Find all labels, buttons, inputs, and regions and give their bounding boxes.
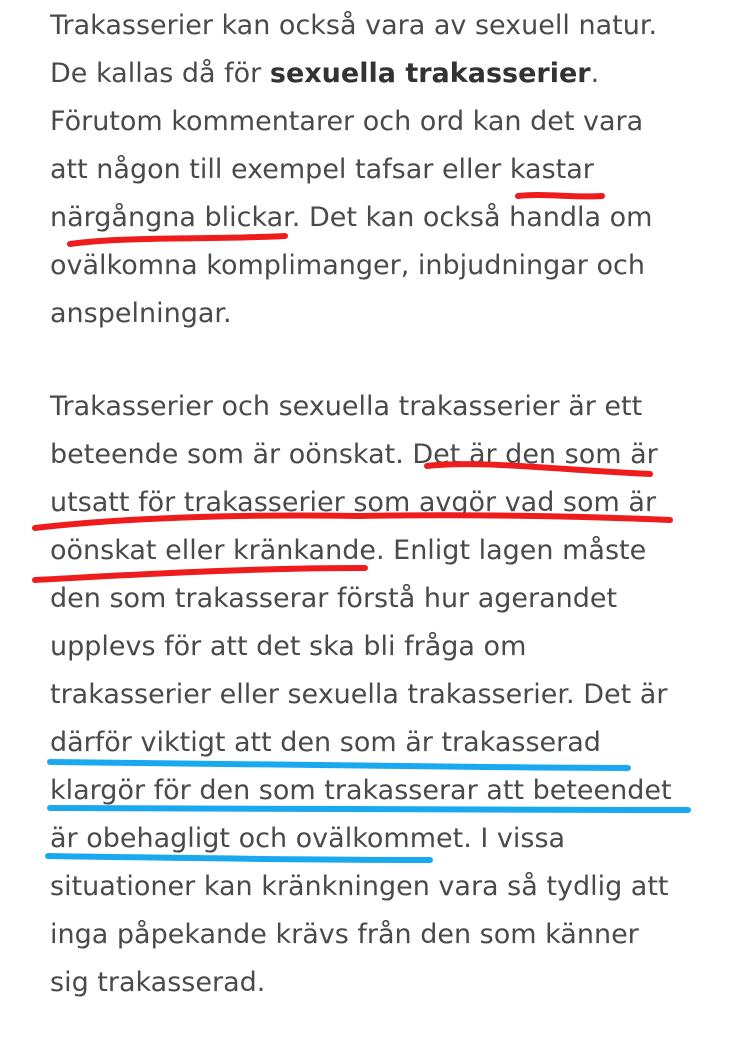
text-line: närgångna blickar. Det kan också handla om — [50, 202, 653, 233]
text-line: anspelningar. — [50, 298, 232, 329]
text-line: oönskat eller kränkande. Enligt lagen måste — [50, 535, 647, 566]
text-line: Trakasserier och sexuella trakasserier är ett — [50, 391, 643, 422]
text-line: är obehagligt och ovälkommet. I vissa — [50, 823, 566, 854]
text-line: sig trakasserad. — [50, 967, 266, 998]
text-span: . — [590, 58, 600, 89]
text-line: Förutom kommentarer och ord kan det vara — [50, 106, 644, 137]
text-line: inga påpekande krävs från den som känner — [50, 919, 639, 950]
text-line: trakasserier eller sexuella trakasserier. Det är — [50, 679, 668, 710]
text-line: beteende som är oönskat. Det är den som är — [50, 439, 658, 470]
text-line: ovälkomna komplimanger, inbjudningar och — [50, 250, 645, 281]
text-line: därför viktigt att den som är trakasserad — [50, 727, 601, 758]
text-line: utsatt för trakasserier som avgör vad som är — [50, 487, 657, 518]
text-line — [50, 50, 599, 98]
text-line: den som trakasserar förstå hur agerandet — [50, 583, 618, 614]
text-line: upplevs för att det ska bli fråga om — [50, 631, 527, 662]
text-line: Trakasserier kan också vara av sexuell natur. — [50, 10, 658, 41]
bold-term: sexuella trakasserier — [269, 58, 591, 89]
text-line: att någon till exempel tafsar eller kastar — [50, 154, 594, 185]
text-line: klargör för den som trakasserar att beteendet — [50, 775, 672, 806]
text-line: situationer kan kränkningen vara så tydlig att — [50, 871, 669, 902]
text-span: De kallas då för — [50, 58, 270, 89]
